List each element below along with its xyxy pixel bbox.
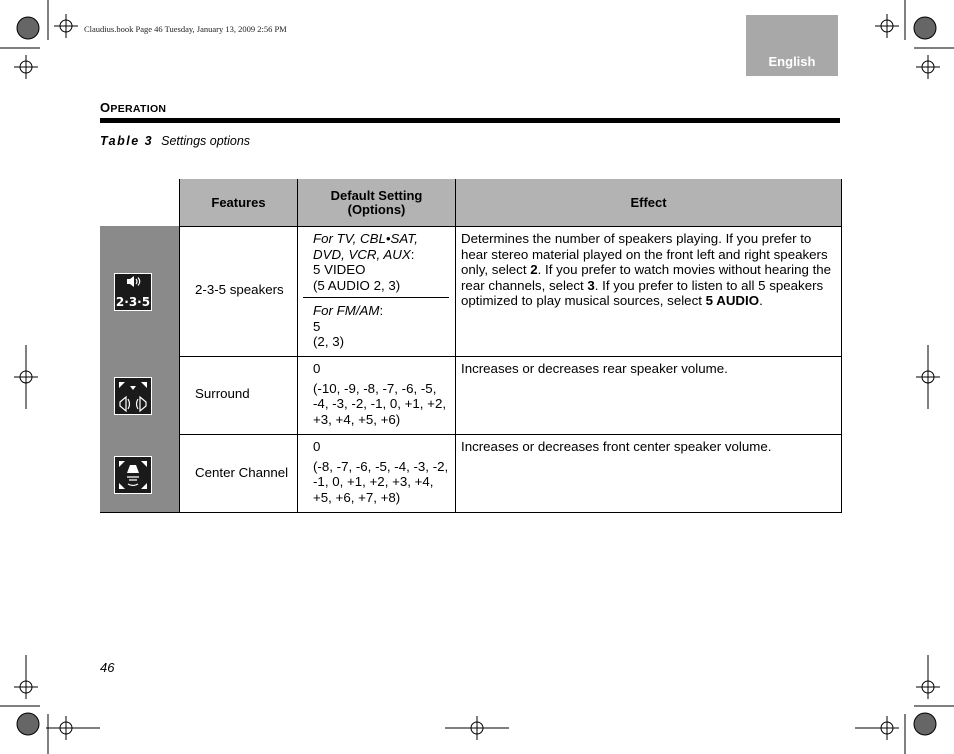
surround-icon <box>114 377 152 415</box>
table-caption <box>100 134 250 148</box>
default-setting-tv-sources: For TV, CBL•SAT, DVD, VCR, AUX: 5 VIDEO (5 AUDIO 2, 3) <box>313 231 418 293</box>
speaker-config-2-3-5-icon <box>114 273 152 311</box>
settings-table <box>179 179 842 513</box>
center-channel-icon <box>114 456 152 494</box>
effect-surround: Increases or decreases rear speaker volume. <box>461 361 728 376</box>
print-header: Claudius.book Page 46 Tuesday, January 13, 2009 2:56 PM <box>84 24 287 34</box>
page-number: 46 <box>100 660 115 675</box>
effect-center-channel: Increases or decreases front center speaker volume. <box>461 439 772 454</box>
svg-text:2·3·5: 2·3·5 <box>115 295 151 309</box>
header-features: Features <box>180 179 297 226</box>
feature-surround: Surround <box>195 386 250 401</box>
default-setting-fm-am: For FM/AM: 5 (2, 3) <box>313 303 384 349</box>
default-setting-center-channel: 0 (-8, -7, -6, -5, -4, -3, -2, -1, 0, +1, +2, +3, +4, +5, +6, +7, +8) <box>313 439 449 505</box>
section-title: OPERATION <box>100 100 167 115</box>
header-default-setting: Default Setting (Options) <box>298 179 455 226</box>
table-divider <box>179 434 842 435</box>
feature-2-3-5-speakers: 2-3-5 speakers <box>195 282 284 297</box>
table-divider <box>179 356 842 357</box>
language-tab-label: English <box>768 54 816 69</box>
table-divider <box>297 179 298 513</box>
table-caption-text: Settings options <box>161 134 251 148</box>
table-divider <box>455 179 456 513</box>
effect-2-3-5-speakers: Determines the number of speakers playing. If you prefer to hear stereo material played on the front left and right speakers only, select 2. If you prefer to watch movies without hearing the rear channels, select 3. If you prefer to listen to all 5 speakers optimized to play musical sources, select 5 AUDIO. <box>461 231 832 308</box>
header-effect: Effect <box>456 179 841 226</box>
table-divider <box>303 297 449 298</box>
language-tab <box>746 15 838 76</box>
table-divider <box>179 226 842 227</box>
table-caption-label: Table 3 <box>100 134 154 148</box>
feature-center-channel: Center Channel <box>195 465 289 480</box>
section-rule <box>100 118 840 123</box>
default-setting-surround: 0 (-10, -9, -8, -7, -6, -5, -4, -3, -2, -1, 0, +1, +2, +3, +4, +5, +6) <box>313 361 447 427</box>
